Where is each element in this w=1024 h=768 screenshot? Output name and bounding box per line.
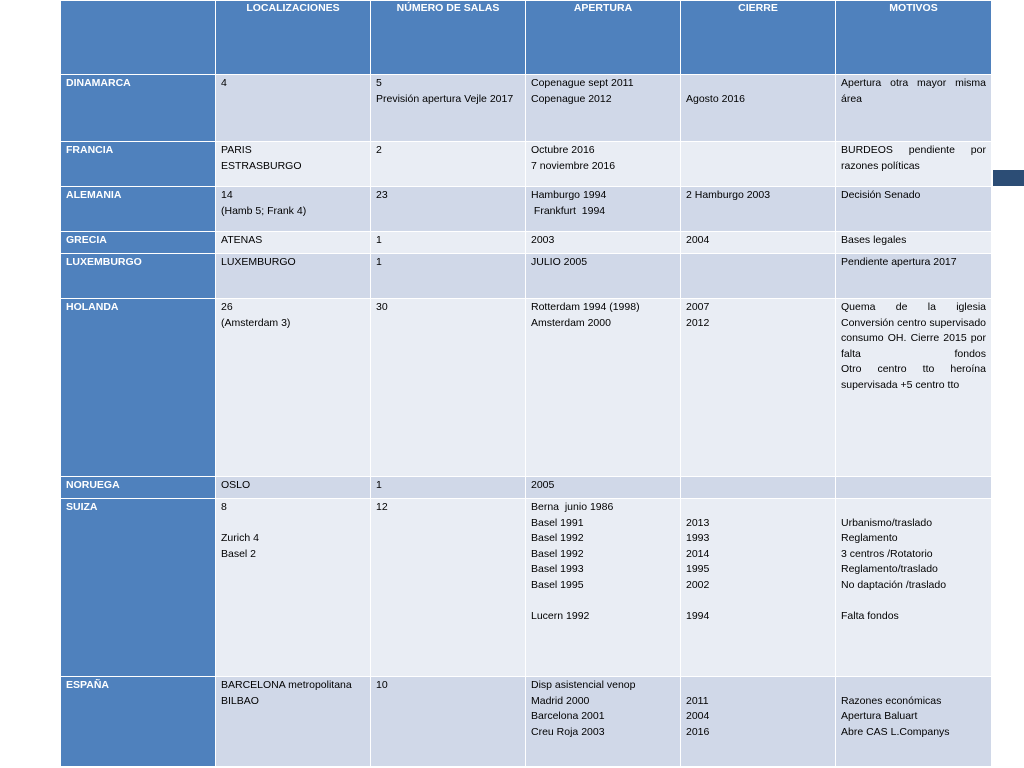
cell-motivos [836,254,992,299]
cell-line: 12 [376,501,388,513]
cell-line [841,500,986,516]
cell-motivos [836,299,992,477]
cell-line: Quema de la iglesia [841,301,986,313]
cell-line: Basel 1992 [531,547,584,560]
cell-line: 1 [376,234,382,246]
table-row [61,499,992,677]
table-row [61,75,992,142]
row-country: ALEMANIA [61,187,216,232]
table-header-row [61,1,992,75]
cell-line: Creu Roja 2003 [531,725,605,738]
cell-salas [371,499,526,677]
cell-line: 2 [376,144,382,156]
cell-line [841,678,986,694]
row-country: NORUEGA [61,477,216,499]
cell-localizaciones [216,477,371,499]
cell-line: 5 [376,77,382,89]
cell-line: 1994 [686,610,710,623]
cell-line: 1993 [686,532,710,545]
row-country: ESPAÑA [61,677,216,767]
cell-line: Lucern 1992 [531,610,590,623]
cell-line: PARIS [221,144,252,156]
cell-line: supervisada +5 centro tto [841,378,960,391]
cell-line: Rotterdam 1994 (1998) [531,301,640,313]
cell-line: Basel 2 [221,547,257,560]
cell-line: 2005 [531,479,555,491]
cell-localizaciones [216,677,371,767]
cell-cierre [681,75,836,142]
cell-motivos [836,187,992,232]
table-row [61,142,992,187]
cell-line: BILBAO [221,694,259,707]
cell-line: 4 [221,77,227,89]
cell-line: Frankfurt 1994 [531,204,606,217]
row-country: HOLANDA [61,299,216,477]
cell-line [221,516,365,532]
cell-apertura [526,477,681,499]
cell-line: 2013 [686,516,710,529]
cell-cierre [681,187,836,232]
cell-line: 1 [376,256,382,268]
cell-line: 7 noviembre 2016 [531,159,616,172]
cell-line: Basel 1992 [531,532,584,545]
cell-salas [371,677,526,767]
cell-line: ESTRASBURGO [221,159,302,172]
cell-apertura [526,187,681,232]
cell-line: OSLO [221,479,251,491]
salas-consumo-table [60,0,992,767]
cell-line: Razones económicas [841,694,942,707]
cell-apertura [526,142,681,187]
cell-line: 1995 [686,563,710,576]
cell-localizaciones [216,499,371,677]
cell-motivos [836,75,992,142]
cell-salas [371,75,526,142]
cell-line: 8 [221,501,227,513]
cell-line: No daptación /traslado [841,578,947,591]
cell-salas [371,187,526,232]
cell-line [686,478,830,494]
row-country: LUXEMBURGO [61,254,216,299]
cell-apertura [526,499,681,677]
cell-line: BARCELONA metropolitana [221,679,352,691]
cell-motivos [836,499,992,677]
cell-line: 30 [376,301,388,313]
cell-line: Amsterdam 2000 [531,316,611,329]
cell-line: 2014 [686,547,710,560]
cell-line: Previsión apertura Vejle 2017 [376,92,514,105]
cell-line: JULIO 2005 [531,256,588,268]
header-motivos: MOTIVOS [836,1,992,75]
cell-line: 2016 [686,725,710,738]
cell-apertura [526,299,681,477]
cell-line: 1 [376,479,382,491]
cell-cierre [681,499,836,677]
cell-apertura [526,75,681,142]
header-localizaciones: LOCALIZACIONES [216,1,371,75]
cell-cierre [681,142,836,187]
cell-line: 2003 [531,234,555,246]
cell-motivos [836,232,992,254]
cell-line: 14 [221,189,233,201]
side-tab-marker [993,170,1024,186]
cell-line [686,255,830,271]
cell-line [686,500,830,516]
cell-line [841,478,986,494]
cell-line: Otro centro tto heroína [841,363,986,376]
cell-line: Falta fondos [841,610,899,623]
cell-line: LUXEMBURGO [221,256,296,268]
cell-line: (Amsterdam 3) [221,316,291,329]
cell-line: Basel 1991 [531,516,584,529]
cell-line: Abre CAS L.Companys [841,725,950,738]
cell-line: Reglamento/traslado [841,563,938,576]
header-corner [61,1,216,75]
cell-cierre [681,477,836,499]
cell-motivos [836,677,992,767]
cell-motivos [836,142,992,187]
row-country: FRANCIA [61,142,216,187]
cell-line [686,594,830,610]
cell-line: 2 Hamburgo 2003 [686,189,771,201]
header-numero-salas: NÚMERO DE SALAS [371,1,526,75]
header-cierre: CIERRE [681,1,836,75]
cell-salas [371,477,526,499]
cell-line: 2004 [686,234,710,246]
cell-line: 3 centros /Rotatorio [841,547,933,560]
cell-line: 2002 [686,578,710,591]
cell-apertura [526,232,681,254]
cell-line: 2007 [686,301,710,313]
cell-line: Zurich 4 [221,532,259,545]
table-row [61,187,992,232]
cell-salas [371,142,526,187]
table-body [61,75,992,767]
table-row [61,254,992,299]
cell-line: consumo OH. Cierre 2015 por [841,332,986,345]
cell-line: Bases legales [841,234,907,246]
cell-motivos [836,477,992,499]
cell-line: Apertura Baluart [841,710,918,723]
table-row [61,299,992,477]
cell-apertura [526,677,681,767]
cell-line: 2012 [686,316,710,329]
cell-cierre [681,299,836,477]
cell-line: Apertura otra mayor misma [841,77,986,89]
cell-line: (Hamb 5; Frank 4) [221,204,307,217]
cell-line: 2011 [686,694,709,707]
cell-line: falta fondos [841,347,986,360]
cell-cierre [681,254,836,299]
cell-cierre [681,677,836,767]
cell-salas [371,299,526,477]
row-country: DINAMARCA [61,75,216,142]
cell-localizaciones [216,142,371,187]
cell-line: Basel 1995 [531,578,584,591]
cell-line: Hamburgo 1994 [531,189,607,201]
row-country: GRECIA [61,232,216,254]
cell-line: Madrid 2000 [531,694,590,707]
cell-line: Agosto 2016 [686,92,745,105]
cell-line [686,678,830,694]
cell-line: 26 [221,301,233,313]
cell-line [531,594,675,610]
table-row [61,232,992,254]
cell-line [686,143,830,159]
cell-line: Reglamento [841,532,898,545]
cell-salas [371,254,526,299]
cell-localizaciones [216,254,371,299]
cell-line: Disp asistencial venop [531,679,636,691]
cell-line: Pendiente apertura 2017 [841,256,957,268]
cell-line: Octubre 2016 [531,144,595,156]
cell-localizaciones [216,75,371,142]
cell-line: 2004 [686,710,710,723]
cell-line: BURDEOS pendiente por [841,144,986,156]
cell-line: área [841,92,863,105]
cell-localizaciones [216,187,371,232]
cell-line: Urbanismo/traslado [841,516,933,529]
cell-line: razones políticas [841,159,920,172]
header-apertura: APERTURA [526,1,681,75]
row-country: SUIZA [61,499,216,677]
cell-line: 10 [376,679,388,691]
cell-line [686,76,830,92]
cell-line: Conversión centro supervisado [841,316,986,329]
cell-line: Copenague sept 2011 [531,77,634,89]
cell-line: Copenague 2012 [531,92,612,105]
cell-line: Berna junio 1986 [531,501,614,513]
cell-cierre [681,232,836,254]
cell-salas [371,232,526,254]
cell-line [841,594,986,610]
cell-localizaciones [216,232,371,254]
cell-line: ATENAS [221,234,263,246]
cell-line: Decisión Senado [841,189,921,201]
cell-line: Basel 1993 [531,563,584,576]
cell-apertura [526,254,681,299]
table-row [61,677,992,767]
table-row [61,477,992,499]
cell-line: 23 [376,189,388,201]
cell-line: Barcelona 2001 [531,710,605,723]
cell-localizaciones [216,299,371,477]
